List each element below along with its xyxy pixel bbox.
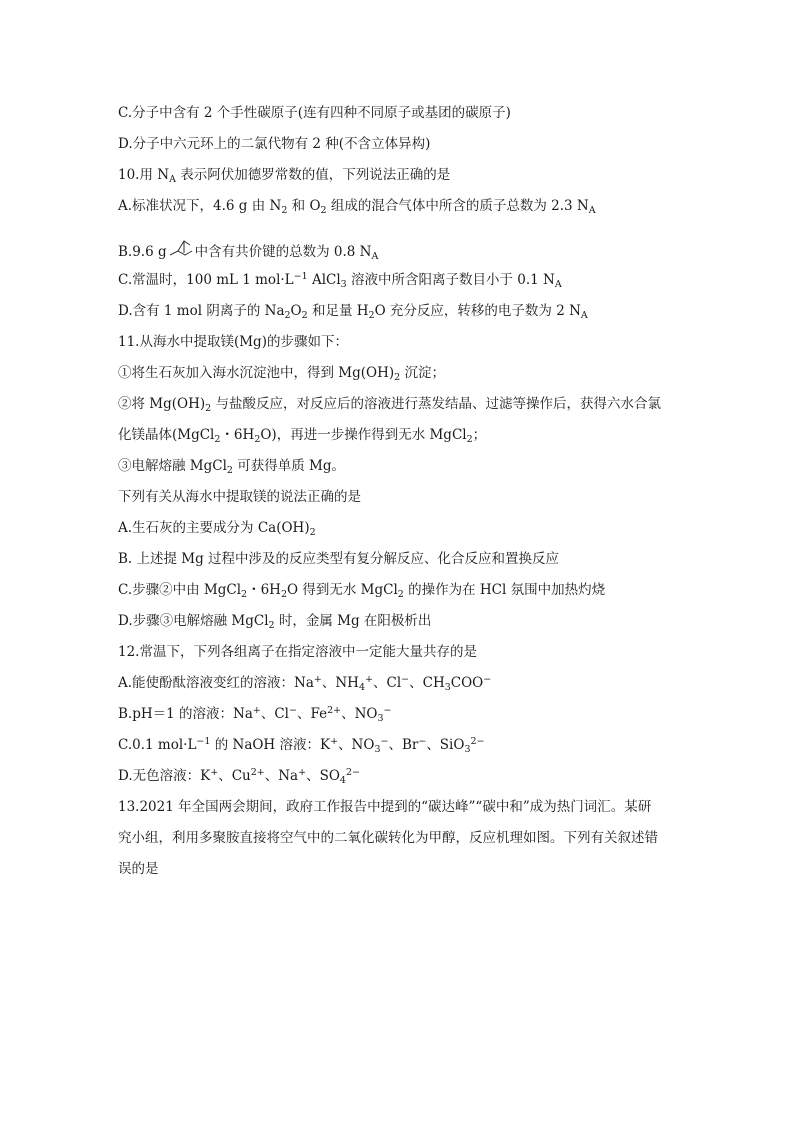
q12-stem: 12.常温下，下列各组离子在指定溶液中一定能大量共存的是 (118, 644, 477, 660)
q10-option-c: C.常温时，100 mL 1 $mol\cdot L^{-1}$ AlCl$_3$ 溶液中所含阳离子数目小于 0.1 $N_A$ (118, 271, 562, 290)
q12-option-c: C.0.1 $mol\cdot L^{-1}$ 的 NaOH 溶液：K+、$NO_3^-$、Br−、SiO$_3^{2-}$ (118, 736, 485, 755)
q9-option-c: C.分子中含有 2 个手性碳原子(连有四种不同原子或基团的碳原子) (118, 105, 511, 121)
q11-option-c: C.步骤②中由 MgCl$_2$・$6H_2O$ 得到无水 MgCl$_2$ 的操作为在 HCl 氛围中加热灼烧 (118, 582, 606, 600)
q11-step-2-line-2: 化镁晶体(MgCl$_2$・$6H_2O$)，再进一步操作得到无水 MgCl$_2$； (118, 427, 487, 445)
q13-stem-line-1: 13.2021 年全国两会期间，政府工作报告中提到的“碳达峰”“碳中和”成为热门词汇。某研 (118, 799, 652, 815)
q12-option-b: B.pH＝1 的溶液：Na+、Cl−、$Fe^{2+}$、$NO_3^-$ (118, 705, 392, 724)
q11-step-2-line-1: ②将 $Mg(OH)_2$ 与盐酸反应，对反应后的溶液进行蒸发结晶、过滤等操作后，获得六水合氯 (118, 396, 661, 414)
q11-stem: 11.从海水中提取镁(Mg)的步骤如下： (118, 334, 348, 350)
q11-option-d: D.步骤③电解熔融 MgCl$_2$ 时，金属 Mg 在阳极析出 (118, 613, 432, 631)
bicyclic-molecule-icon (168, 240, 194, 260)
q11-option-b: B. 上述提 Mg 过程中涉及的反应类型有复分解反应、化合反应和置换反应 (118, 551, 560, 567)
q12-option-d: D.无色溶液：K+、$Cu^{2+}$、Na+、$SO_4^{2-}$ (118, 767, 360, 786)
q11-step-3: ③电解熔融 MgCl$_2$ 可获得单质 Mg。 (118, 458, 346, 476)
q10-option-a: A.标准状况下，4.6 g 由 $N_2$ 和 $O_2$ 组成的混合气体中所含的质子总数为 2.3 $N_A$ (118, 198, 596, 216)
q10-option-b: B.9.6 g 中含有共价键的总数为 0.8 $N_A$ (118, 240, 678, 261)
q13-stem-line-2: 究小组，利用多聚胺直接将空气中的二氧化碳转化为甲醇，反应机理如图。下列有关叙述错 (118, 830, 658, 846)
q11-step-1: ①将生石灰加入海水沉淀池中，得到 $Mg(OH)_2$ 沉淀； (118, 365, 445, 383)
q13-stem-line-3: 误的是 (118, 861, 159, 877)
q11-question: 下列有关从海水中提取镁的说法正确的是 (118, 489, 361, 505)
q10-option-d: D.含有 1 mol 阴离子的 $Na_2O_2$ 和足量 $H_2O$ 充分反应，转移的电子数为 2 $N_A$ (118, 303, 588, 321)
q12-option-a: A.能使酚酞溶液变红的溶液：Na+、$NH_4^+$、Cl−、$CH_3COO^-$ (118, 674, 492, 693)
q11-option-a: A.生石灰的主要成分为 $Ca(OH)_2$ (118, 520, 316, 538)
q10-stem: 10.用 $N_A$ 表示阿伏加德罗常数的值，下列说法正确的是 (118, 167, 451, 185)
q9-option-d: D.分子中六元环上的二氯代物有 2 种(不含立体异构) (118, 136, 431, 152)
